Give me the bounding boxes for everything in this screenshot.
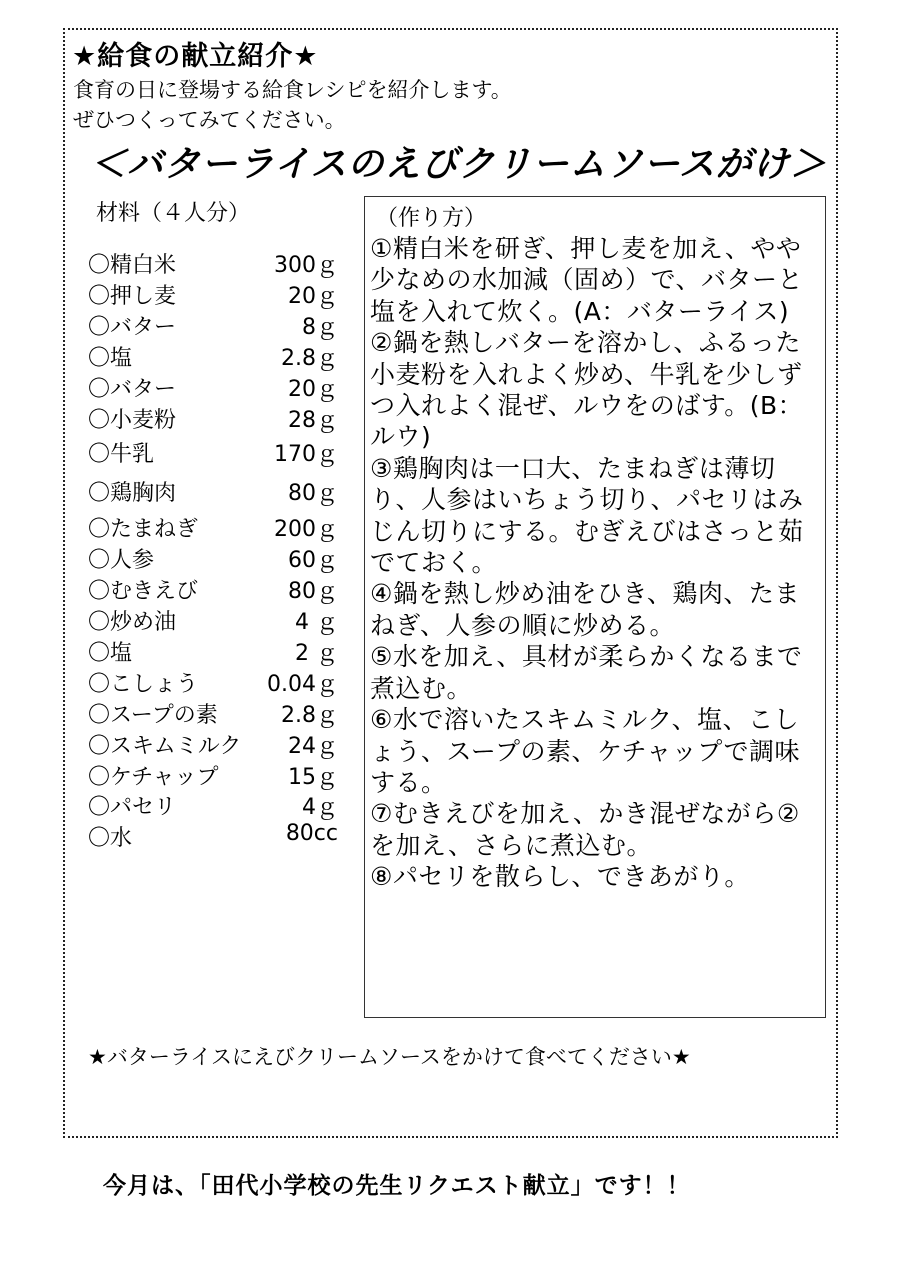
ingredient-name: 〇パセリ [88,795,177,820]
section-heading: ★給食の献立紹介★ [72,41,319,72]
ingredient-row [88,760,338,790]
ingredient-row [88,372,338,402]
ingredient-row [88,248,338,278]
ingredient-name: 〇バター [88,315,177,340]
ingredient-name: 〇スープの素 [88,703,218,728]
ingredient-row [88,476,338,506]
method-step: ⑦むきえびを加え、かき混ぜながら②を加え、さらに煮込む。 [370,799,800,860]
ingredient-row [88,636,338,666]
ingredient-name: 〇スキムミルク [88,734,242,759]
recipe-title: ＜バターライスのえびクリームソースがけ＞ [90,144,827,185]
ingredient-amount: 20ｇ [288,284,338,309]
ingredient-amount: 24ｇ [288,734,338,759]
ingredient-name: 〇炒め油 [88,610,177,635]
method-steps [370,233,820,893]
ingredient-amount: 15ｇ [288,765,338,790]
ingredient-amount: 80ｇ [288,579,338,604]
method-step: ③鶏胸肉は一口大、たまねぎは薄切り、人参はいちょう切り、パセリはみじん切りにする。むぎえびはさっと茹でておく。 [370,453,804,578]
ingredient-amount: 300ｇ [274,253,338,278]
ingredient-row [88,605,338,635]
ingredient-amount: 170ｇ [274,442,338,467]
ingredients-title: 材料（４人分） [96,201,251,226]
ingredient-name: 〇塩 [88,346,133,371]
ingredient-name: 〇ケチャップ [88,765,219,790]
ingredient-name: 〇鶏胸肉 [88,481,177,506]
ingredient-amount: 4 ｇ [295,610,338,635]
method-step: ①精白米を研ぎ、押し麦を加え、やや少なめの水加減（固め）で、バターと塩を入れて炊く。(A：バターライス) [370,234,804,326]
ingredient-amount: 200ｇ [274,517,338,542]
ingredient-row [88,437,338,467]
ingredient-amount: 28ｇ [288,408,338,433]
ingredient-name: 〇押し麦 [88,284,177,309]
method-step: ⑥水で溶いたスキムミルク、塩、こしょう、スープの素、ケチャップで調味する。 [370,705,801,797]
intro-line-1: 食育の日に登場する給食レシピを紹介します。 [73,78,512,102]
method-step: ④鍋を熱し炒め油をひき、鶏肉、たまねぎ、人参の順に炒める。 [370,579,800,640]
ingredient-name: 〇精白米 [88,253,177,278]
ingredient-row [88,790,338,820]
ingredient-row [88,821,338,851]
ingredient-row [88,574,338,604]
ingredient-row [88,403,338,433]
ingredient-amount: 80cc [285,821,338,846]
ingredient-row [88,698,338,728]
ingredient-row [88,341,338,371]
ingredient-amount: 0.04ｇ [267,672,338,697]
ingredient-amount: 60ｇ [288,548,338,573]
ingredient-amount: 80ｇ [288,481,338,506]
ingredient-amount: 20ｇ [288,377,338,402]
method-step: ②鍋を熱しバターを溶かし、ふるった小麦粉を入れよく炒め、牛乳を少しずつ入れよく混ぜ、ルウをのばす。(B：ルウ) [370,328,804,452]
ingredient-row [88,512,338,542]
ingredient-name: 〇水 [88,826,133,851]
method-step: ⑤水を加え、具材が柔らかくなるまで煮込む。 [370,642,803,703]
ingredient-row [88,667,338,697]
ingredient-name: 〇こしょう [88,672,199,697]
ingredient-amount: 8ｇ [302,315,338,340]
ingredient-name: 〇バター [88,377,177,402]
footnote: ★バターライスにえびクリームソースをかけて食べてください★ [88,1045,691,1069]
ingredient-name: 〇塩 [88,641,133,666]
ingredient-name: 〇人参 [88,548,155,573]
ingredient-amount: 2.8ｇ [281,703,338,728]
ingredient-amount: 2 ｇ [295,641,338,666]
ingredient-name: 〇小麦粉 [88,408,177,433]
ingredient-amount: 4ｇ [302,795,338,820]
method-title: （作り方） [376,206,487,231]
ingredient-row [88,729,338,759]
ingredient-row [88,279,338,309]
ingredient-amount: 2.8ｇ [281,346,338,371]
ingredient-row [88,543,338,573]
method-step: ⑧パセリを散らし、できあがり。 [370,862,750,892]
bottom-note: 今月は、「田代小学校の先生リクエスト献立」です！！ [103,1173,691,1199]
ingredient-row [88,310,338,340]
ingredient-name: 〇たまねぎ [88,517,199,542]
ingredient-name: 〇牛乳 [88,442,155,467]
intro-line-2: ぜひつくってみてください。 [73,108,346,132]
ingredient-name: 〇むきえび [88,579,199,604]
